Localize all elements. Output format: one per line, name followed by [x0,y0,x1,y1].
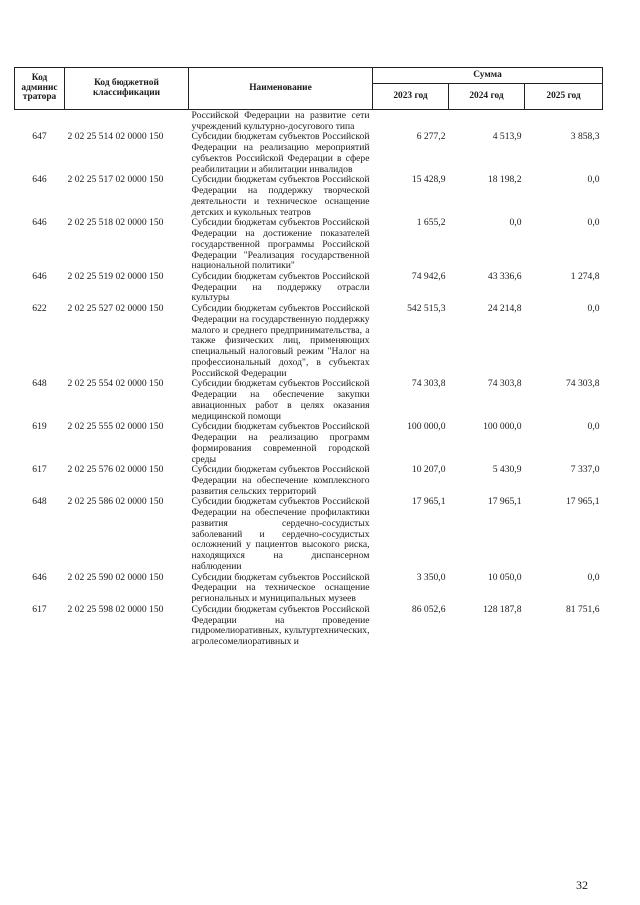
table-row [15,497,603,572]
name-cell: Субсидии бюджетам субъектов Российской Федерации на обеспечение профилактики развития сердечно-сосудистых заболеваний и сердечно-сосудистых осложнений у пациентов высокого риска, находящихся на диспансерном наблюдении [191,496,370,572]
sum-2023-cell: 6 277,2 [416,131,446,143]
sum-2024-cell: 17 965,1 [487,496,522,508]
table-row [15,465,603,497]
sum-2023-cell: 10 207,0 [411,464,446,476]
table-row [15,304,603,379]
table-row [15,573,603,605]
sum-2024-cell: 43 336,6 [487,271,522,283]
sum-2024-cell: 4 513,9 [492,131,522,143]
kbk-cell: 2 02 25 514 02 0000 150 [67,131,164,143]
code-cell: 648 [32,496,47,508]
sum-2025-cell: 0,0 [587,174,600,186]
code-cell: 646 [32,217,47,229]
sum-2024-cell: 10 050,0 [487,571,522,583]
header-name: Наименование [189,68,373,110]
table-row [15,132,603,175]
kbk-cell: 2 02 25 518 02 0000 150 [67,217,164,229]
code-cell: 619 [32,421,47,433]
sum-2025-cell: 0,0 [587,571,600,583]
sum-2023-cell: 100 000,0 [407,421,446,433]
sum-2024-cell: 0,0 [509,217,522,229]
sum-2025-cell: 7 337,0 [570,464,600,476]
sum-2025-cell: 0,0 [587,303,600,315]
kbk-cell: 2 02 25 554 02 0000 150 [67,378,164,390]
kbk-cell: 2 02 25 590 02 0000 150 [67,571,164,583]
code-cell: 646 [32,571,47,583]
kbk-cell: 2 02 25 576 02 0000 150 [67,464,164,476]
name-cell: Субсидии бюджетам субъектов Российской Федерации на проведение гидромелиоративных, культуртехнических, агролесомелиоративных и [191,603,370,647]
sum-2024-cell: 74 303,8 [487,378,522,390]
name-cell: Субсидии бюджетам субъектов Российской Федерации на поддержку творческой деятельности и техническое оснащение детских и кукольных театров [191,174,370,218]
name-cell: Субсидии бюджетам субъектов Российской Федерации на обеспечение закупки авиационных работ в целях оказания медицинской помощи [191,378,370,422]
code-cell: 646 [32,271,47,283]
header-year-2025: 2025 год [525,84,603,110]
table-row [15,379,603,422]
code-cell: 617 [32,603,47,615]
sum-2025-cell: 17 965,1 [565,496,600,508]
name-cell: Субсидии бюджетам субъектов Российской Федерации на государственную поддержку малого и среднего предпринимательства, а также физических лиц, применяющих специальный налоговый режим "Налог на профессиональный доход", в субъектах Российской Федерации [191,303,370,379]
sum-2025-cell: 0,0 [587,217,600,229]
kbk-cell: 2 02 25 527 02 0000 150 [67,303,164,315]
table-row [15,605,603,648]
sum-2023-cell: 15 428,9 [411,174,446,186]
code-cell: 617 [32,464,47,476]
name-cell: Субсидии бюджетам субъектов Российской Федерации на реализацию мероприятий субъектов Российской Федерации в сфере реабилитации и абилитации инвалидов [191,131,370,175]
table-row [15,218,603,272]
sum-2024-cell: 24 214,8 [487,303,522,315]
sum-2025-cell: 1 274,8 [570,271,600,283]
kbk-cell: 2 02 25 519 02 0000 150 [67,271,164,283]
sum-2023-cell: 3 350,0 [416,571,446,583]
sum-2025-cell: 74 303,8 [565,378,600,390]
table-row [15,272,603,304]
kbk-cell: 2 02 25 517 02 0000 150 [67,174,164,186]
kbk-cell: 2 02 25 598 02 0000 150 [67,603,164,615]
sum-2025-cell: 0,0 [587,421,600,433]
sum-2025-cell: 81 751,6 [565,603,600,615]
sum-2024-cell: 18 198,2 [487,174,522,186]
table-row-continuation [15,110,603,133]
code-cell: 648 [32,378,47,390]
sum-2023-cell: 1 655,2 [416,217,446,229]
sum-2023-cell: 17 965,1 [411,496,446,508]
code-cell: 646 [32,174,47,186]
table-row [15,175,603,218]
header-year-2024: 2024 год [449,84,525,110]
name-cell: Субсидии бюджетам субъектов Российской Федерации на техническое оснащение региональных и муниципальных музеев [191,571,370,605]
code-cell: 647 [32,131,47,143]
header-kbk: Код бюджетной классификации [65,68,189,110]
header-sum: Сумма [373,68,603,84]
name-cell: Субсидии бюджетам субъектов Российской Федерации на достижение показателей государственной программы Российской Федерации "Реализация государственной национальной политики" [191,217,370,272]
table-header [15,68,603,110]
sum-2025-cell: 3 858,3 [570,131,600,143]
name-cell: Субсидии бюджетам субъектов Российской Федерации на обеспечение комплексного развития сельских территорий [191,464,370,497]
sum-2023-cell: 74 942,6 [411,271,446,283]
table-body [15,110,603,648]
sum-2023-cell: 542 515,3 [407,303,446,315]
budget-table [14,67,603,648]
name-cell: Субсидии бюджетам субъектов Российской Федерации на поддержку отрасли культуры [191,271,370,304]
kbk-cell: 2 02 25 586 02 0000 150 [67,496,164,508]
sum-2024-cell: 128 187,8 [483,603,522,615]
code-cell: 622 [32,303,47,315]
kbk-cell: 2 02 25 555 02 0000 150 [67,421,164,433]
header-code: Код админис тратора [15,68,65,110]
continued-name: Российской Федерации на развитие сети учреждений культурно-досугового типа [191,110,370,132]
sum-2024-cell: 5 430,9 [492,464,522,476]
sum-2023-cell: 86 052,6 [411,603,446,615]
name-cell: Субсидии бюджетам субъектов Российской Федерации на реализацию программ формирования современной городской среды [191,421,370,465]
table-row [15,422,603,465]
sum-2024-cell: 100 000,0 [483,421,522,433]
header-year-2023: 2023 год [373,84,449,110]
page-number: 32 [576,878,588,892]
sum-2023-cell: 74 303,8 [411,378,446,390]
